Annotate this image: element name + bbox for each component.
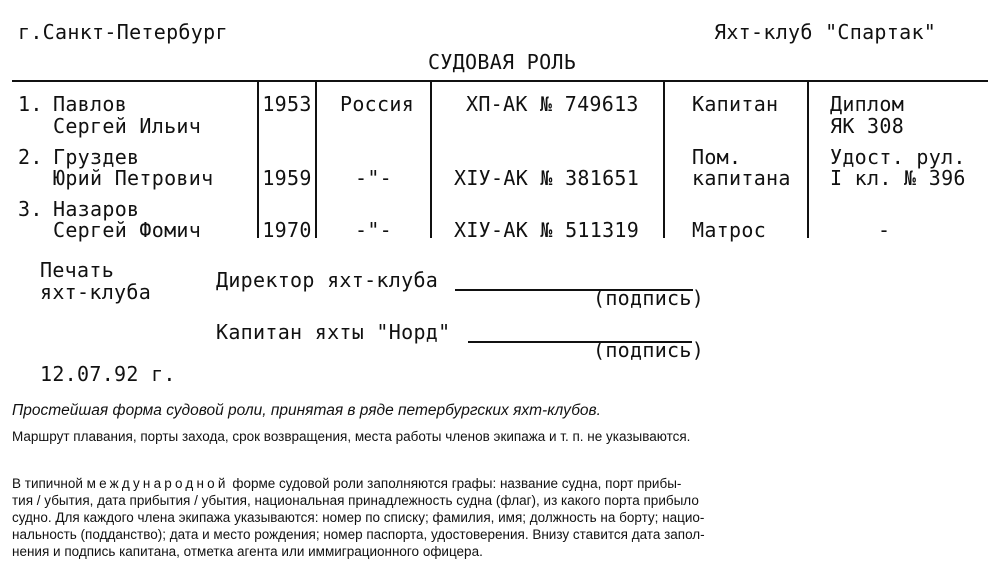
description-line: судно. Для каждого члена экипажа указываются: номер по списку; фамилия, имя; должность на борту; нацио-: [12, 510, 705, 525]
description-text: форме судовой роли заполняются графы: название судна, порт прибы-: [232, 476, 682, 491]
crew-country: -"-: [355, 166, 393, 190]
crew-passport: ХIУ-АК № 381651: [454, 166, 640, 190]
signature-caption: (подпись): [593, 286, 705, 310]
crew-role: Пом.: [692, 145, 742, 169]
crew-birth-year: 1959: [262, 166, 312, 190]
description-line: нальность (подданство); дата и место рождения; номер паспорта, удостоверения. Внизу ставится дата запол-: [12, 527, 705, 542]
crew-certificate: -: [878, 218, 891, 242]
description-text: В типичной: [12, 476, 83, 491]
crew-role-cont: капитана: [692, 166, 791, 190]
description-line: нения и подпись капитана, отметка агента или иммиграционного офицера.: [12, 544, 483, 559]
description-line: тия / убытия, дата прибытия / убытия, национальная принадлежность судна (флаг), из какого порта прибыло: [12, 493, 699, 508]
description-emphasis: международной: [86, 476, 229, 491]
crew-name: Сергей Фомич: [53, 218, 202, 242]
crew-number: 3.: [18, 197, 43, 221]
director-label: Директор яхт-клуба: [216, 268, 439, 292]
crew-country: Россия: [340, 92, 415, 116]
crew-passport: ХП-АК № 749613: [466, 92, 639, 116]
column-divider: [807, 80, 809, 238]
stamp-label-cont: яхт-клуба: [40, 280, 152, 304]
crew-role: Капитан: [692, 92, 779, 116]
crew-country: -"-: [355, 218, 393, 242]
document-date: 12.07.92 г.: [40, 362, 176, 386]
crew-certificate-number: ЯК 308: [830, 114, 905, 138]
club-label: Яхт-клуб "Спартак": [714, 20, 937, 44]
crew-name: Юрий Петрович: [53, 166, 214, 190]
crew-number: 2.: [18, 145, 43, 169]
crew-certificate-number: I кл. № 396: [830, 166, 966, 190]
crew-role: Матрос: [692, 218, 767, 242]
description-line: [12, 475, 681, 492]
stamp-label: Печать: [40, 258, 115, 282]
crew-certificate: Диплом: [830, 92, 905, 116]
caption-italic: Простейшая форма судовой роли, принятая в ряде петербургских яхт-клубов.: [12, 402, 601, 419]
document-title: СУДОВАЯ РОЛЬ: [428, 50, 577, 74]
caption-text: Маршрут плавания, порты захода, срок возвращения, места работы членов экипажа и т. п. не указываются.: [12, 429, 691, 444]
crew-passport: ХIУ-АК № 511319: [454, 218, 640, 242]
crew-name: Сергей Ильич: [53, 114, 202, 138]
column-divider: [663, 80, 665, 238]
city-label: г.Санкт-Петербург: [18, 20, 228, 44]
table-top-border: [12, 80, 988, 82]
signature-caption: (подпись): [593, 338, 705, 362]
crew-certificate: Удост. рул.: [830, 145, 966, 169]
crew-surname: Павлов: [53, 92, 128, 116]
column-divider: [430, 80, 432, 238]
crew-number: 1.: [18, 92, 43, 116]
crew-surname: Груздев: [53, 145, 140, 169]
crew-birth-year: 1953: [262, 92, 312, 116]
captain-label: Капитан яхты "Норд": [216, 320, 451, 344]
crew-surname: Назаров: [53, 197, 140, 221]
crew-birth-year: 1970: [262, 218, 312, 242]
